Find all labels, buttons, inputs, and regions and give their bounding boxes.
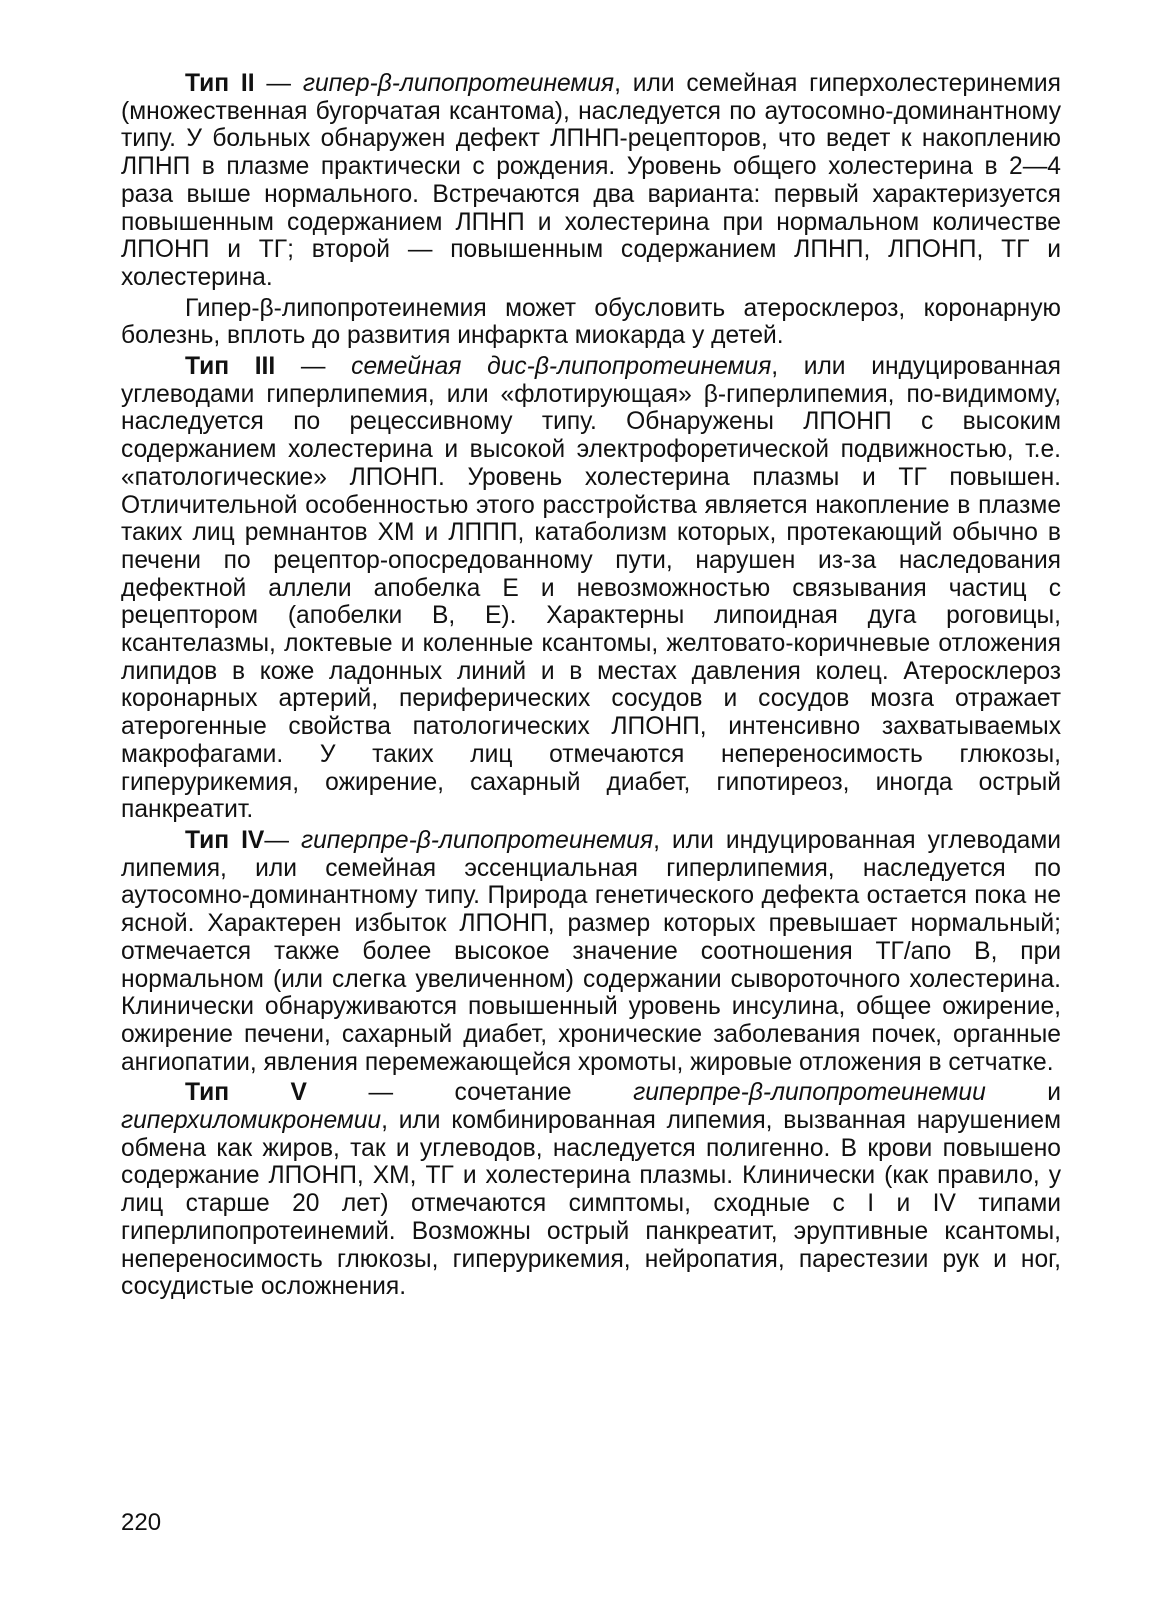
type-heading: Тип II	[185, 70, 255, 97]
term-italic: гиперпре-β-липопротеинемии	[633, 1079, 986, 1107]
type-heading: Тип V	[185, 1079, 307, 1107]
page-body	[121, 70, 1061, 1301]
term-italic: семейная дис-β-липопротеинемия	[351, 353, 772, 381]
body-text: и	[985, 1079, 1061, 1107]
paragraph-type-2-consequences	[121, 295, 1061, 350]
type-heading: Тип IV	[185, 826, 265, 854]
paragraph-type-2	[121, 70, 1061, 292]
term-italic: гипер-β-липопротеинемия	[302, 70, 615, 97]
type-heading: Тип III	[185, 353, 276, 381]
body-text: , или комбинированная липемия, вызванная нарушением обмена как жиров, так и углеводов, наследуется полигенно. В крови повышено содержание ЛПОНП, ХМ, ТГ и холестерина плазмы. Клинически (как правило, у лиц старше 20 лет) отмечаются симптомы, сходные с I и IV типами гиперлипопротеинемий. Возможны острый панкреатит, эруптивные ксантомы, непереносимость глюкозы, гиперурикемия, нейропатия, парестезии рук и ног, сосудистые осложнения.	[121, 1107, 1061, 1301]
body-text: , или индуцированная углеводами гиперлипемия, или «флотирующая» β-гиперлипемия, по-видимому, наследуется по рецессивному типу. Обнаружены ЛПОНП с высоким содержанием холестерина и высокой электрофоретической подвижностью, т.е. «патологические» ЛПОНП. Уровень холестерина плазмы и ТГ повышен. Отличительной особенностью этого расстройства является накопление в плазме таких лиц ремнантов ХМ и ЛППП, катаболизм которых, протекающий обычно в печени по рецептор-опосредованному пути, нарушен из-за наследования дефектной аллели апобелка Е и невозможностью связывания частиц с рецептором (апобелки В, Е). Характерны липоидная дуга роговицы, ксантелазмы, локтевые и коленные ксантомы, желтовато-коричневые отложения липидов в коже ладонных линий и в местах давления колец. Атеросклероз коронарных артерий, периферических сосудов и сосудов мозга отражает атерогенные свойства патологических ЛПОНП, интенсивно захватываемых макрофагами. У таких лиц отмечаются непереносимость глюкозы, гиперурикемия, ожирение, сахарный диабет, гипотиреоз, иногда острый панкреатит.	[121, 353, 1061, 824]
body-text: —	[254, 70, 303, 97]
body-text: , или индуцированная углеводами липемия, или семейная эссенциальная гиперлипемия, наследуется по аутосомно-доминантному типу. Природа генетического дефекта остается пока не ясной. Характерен избыток ЛПОНП, размер которых превышает нормальный; отмечается также более высокое значение соотношения ТГ/апо В, при нормальном (или слегка увеличенном) содержании сывороточного холестерина. Клинически обнаруживаются повышенный уровень инсулина, общее ожирение, ожирение печени, сахарный диабет, хронические заболевания почек, органные ангиопатии, явления перемежающейся хромоты, жировые отложения в сетчатке.	[121, 826, 1061, 1076]
body-text: , или семейная гиперхолестеринемия (множественная бугорчатая ксантома), наследуется по аутосомно-доминантному типу. У больных обнаружен дефект ЛПНП-рецепторов, что ведет к накоплению ЛПНП в плазме практически с рождения. Уровень общего холестерина в 2—4 раза выше нормального. Встречаются два варианта: первый характеризуется повышенным содержанием ЛПНП и холестерина при нормальном количестве ЛПОНП и ТГ; второй — повышенным содержанием ЛПНП, ЛПОНП, ТГ и холестерина.	[121, 70, 1061, 291]
paragraph-type-5	[121, 1079, 1061, 1301]
body-text: Гипер-β-липопротеинемия может обусловить атеросклероз, коронарную болезнь, вплоть до развития инфаркта миокарда у детей.	[121, 294, 1061, 350]
term-italic: гиперпре-β-липопротеинемия	[300, 826, 654, 854]
body-text: — сочетание	[306, 1079, 634, 1107]
term-italic: гиперхиломикронемии	[121, 1107, 382, 1135]
body-text: —	[264, 826, 301, 854]
body-text: —	[275, 353, 352, 381]
paragraph-type-4	[121, 827, 1061, 1076]
page-number: 220	[121, 1509, 162, 1536]
paragraph-type-3	[121, 353, 1061, 824]
